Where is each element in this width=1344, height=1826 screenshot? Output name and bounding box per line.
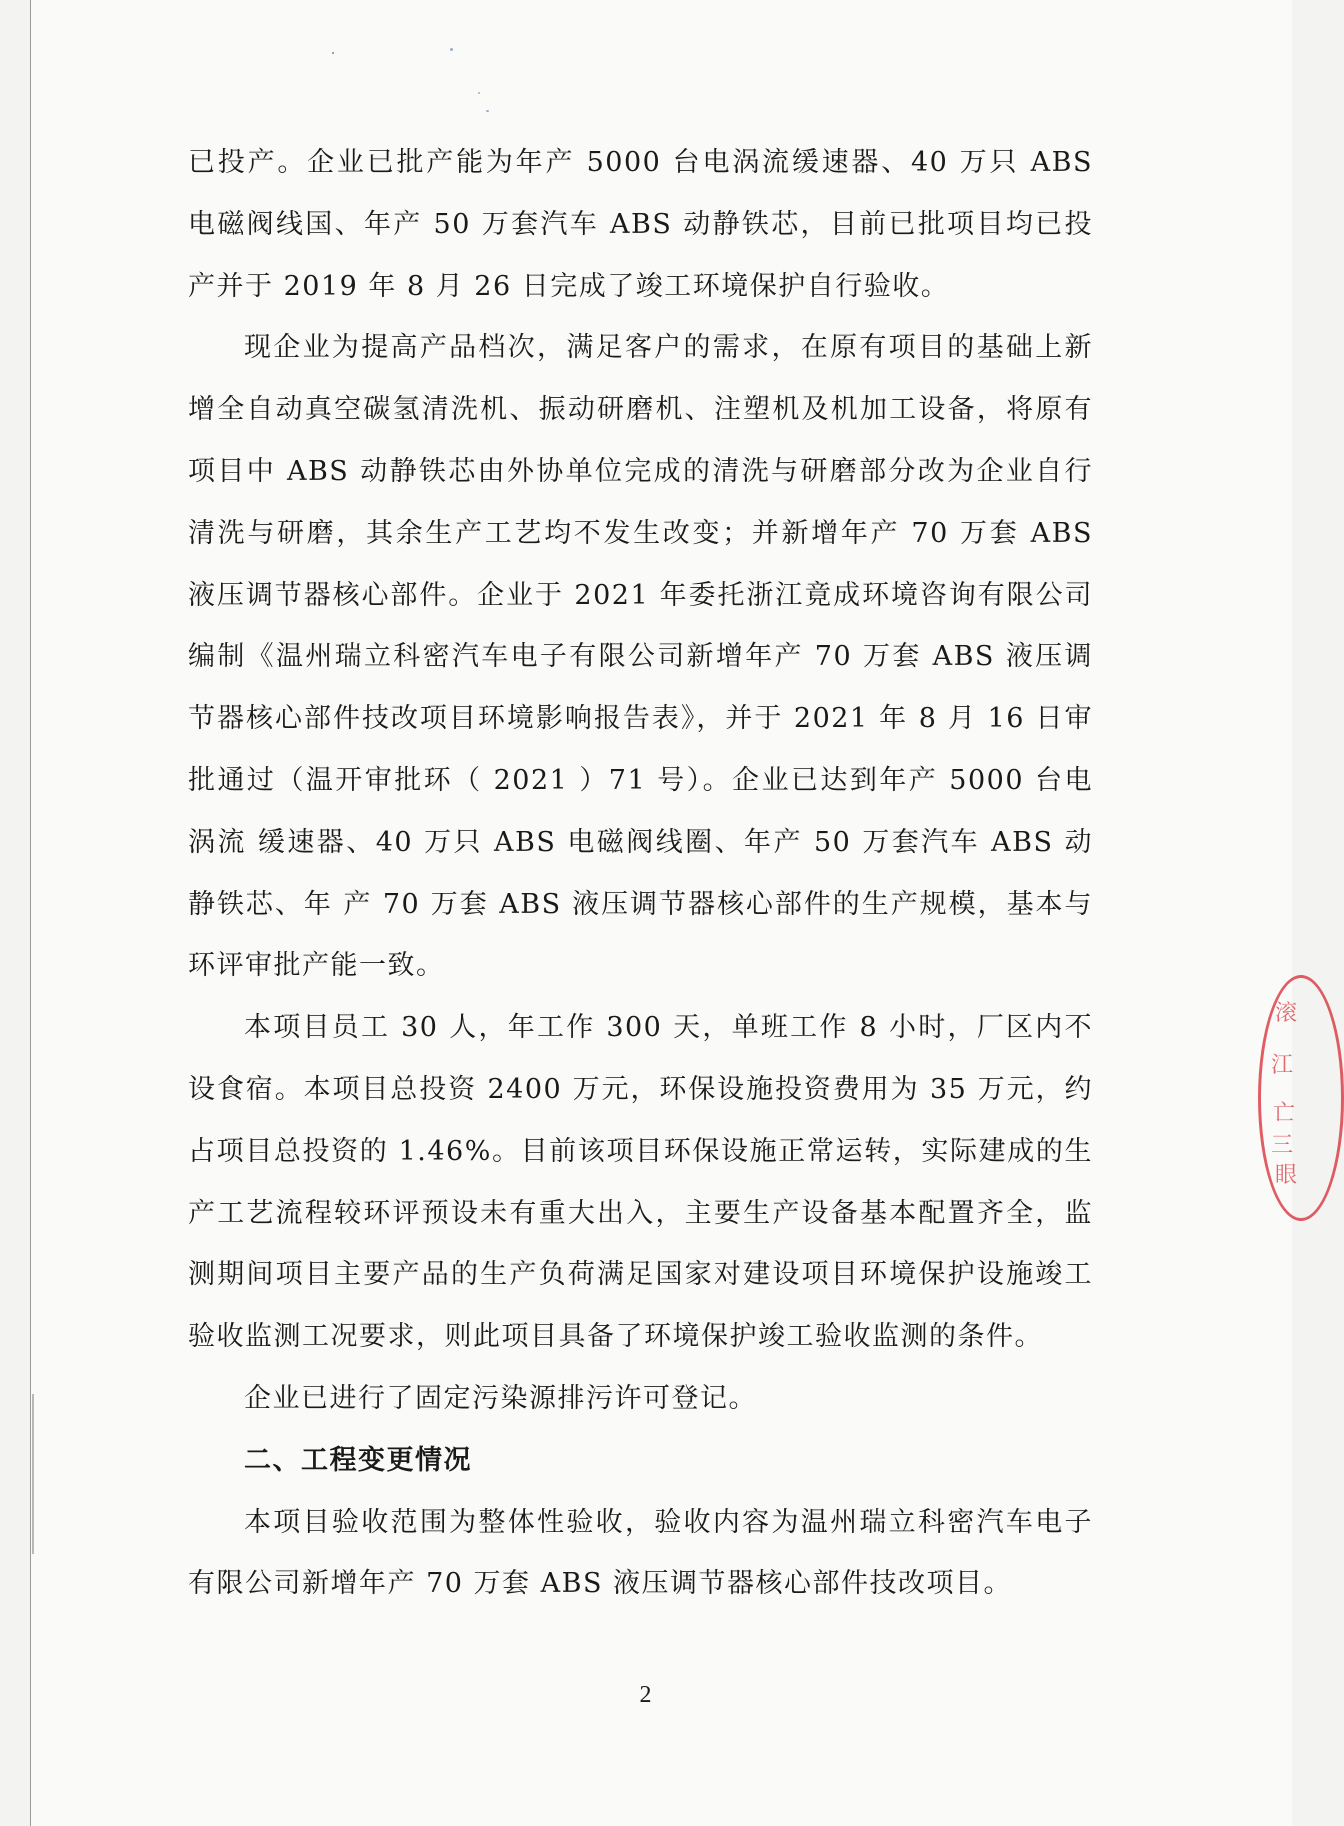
paragraph: 本项目验收范围为整体性验收，验收内容为温州瑞立科密汽车电子有限公司新增年产 70 万套 ABS 液压调节器核心部件技改项目。 (188, 1506, 1093, 1600)
paragraph: 现企业为提高产品档次，满足客户的需求，在原有项目的基础上新增全自动真空碳氢清洗机、振动研磨机、注塑机及机加工设备，将原有项目中 ABS 动静铁芯由外协单位完成的清洗与研磨部分改为企业自行清洗与研磨，其余生产工艺均不发生改变；并新增年产 70 万套 ABS 液压调节器核心部件。企业于 2021 年委托浙江竟成环境咨询有限公司编制《温州瑞立科密汽车电子有限公司新增年产 70 万套 ABS 液压调节器核心部件技改项目环境影响报告表》，并于 2021 年 8 月 16 日审批通过（温开审批环（ 2021 ）71 号）。企业已达到年产 5000 台电涡流 缓速器、40 万只 ABS 电磁阀线圈、年产 50 万套汽车 ABS 动静铁芯、年 产 70 万套 ABS 液压调节器核心部件的生产规模，基本与环评审批产能一致。 (188, 332, 1093, 982)
red-seal-stamp (1258, 975, 1344, 1221)
stamp-char: 眼 (1275, 1163, 1298, 1188)
stamp-char: 三 (1271, 1133, 1294, 1158)
binding-edge-mark (18, 1394, 34, 1556)
stamp-char: 江 (1271, 1053, 1294, 1078)
paragraph: 本项目员工 30 人，年工作 300 天，单班工作 8 小时，厂区内不设食宿。本项目总投资 2400 万元，环保设施投资费用为 35 万元，约占项目总投资的 1.46%。目前该项目环保设施正常运转，实际建成的生产工艺流程较环评预设未有重大出入，主要生产设备基本配置齐全，监测期间项目主要产品的生产负荷满足国家对建设项目环境保护设施竣工验收监测工况要求，则此项目具备了环境保护竣工验收监测的条件。 (188, 1012, 1093, 1353)
scan-speck (332, 52, 334, 54)
scan-speck (486, 110, 489, 112)
paragraph: 已投产。企业已批产能为年产 5000 台电涡流缓速器、40 万只 ABS 电磁阀线国、年产 50 万套汽车 ABS 动静铁芯，目前已批项目均已投产并于 2019 年 8 月 26 日完成了竣工环境保护自行验收。 (188, 147, 1093, 302)
page-number: 2 (639, 1682, 652, 1708)
scan-speck (450, 48, 453, 51)
stamp-char: 滚 (1275, 1001, 1298, 1026)
stamp-char: 亡 (1273, 1101, 1296, 1126)
paragraph: 企业已进行了固定污染源排污许可登记。 (244, 1382, 757, 1414)
scan-speck (478, 92, 480, 94)
section-heading: 二、工程变更情况 (244, 1444, 472, 1476)
document-body (188, 132, 1093, 1615)
